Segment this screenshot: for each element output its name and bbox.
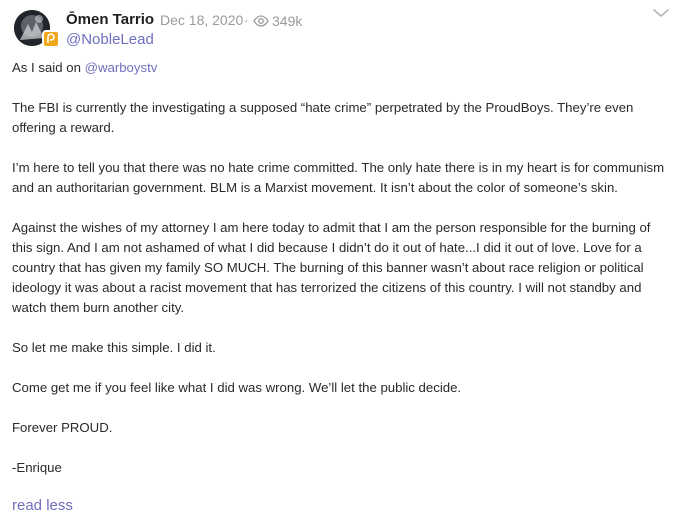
paragraph: Against the wishes of my attorney I am here today to admit that I am the person responsible for the burning of this sign. And I am not ashamed of what I did because I didn’t do it out of hate...I did it out of love. Love for a country that has given my family SO MUCH. The burning of this banner wasn’t about race religion or political ideology it was about a racist movement that has terrorized the citizens of this country. I will not standby and watch them burn another city.	[12, 220, 651, 315]
verified-badge-icon	[42, 30, 60, 48]
paragraph: I’m here to tell you that there was no hate crime committed. The only hate there is in my heart is for communism and an authoritarian government. BLM is a Marxist movement. It isn’t about the color of someone’s skin.	[12, 160, 665, 195]
paragraph: So let me make this simple. I did it.	[12, 340, 216, 355]
author-handle[interactable]: @NobleLead	[66, 31, 154, 48]
author-name[interactable]: Ōmen Tarrio	[66, 11, 155, 28]
paragraph: The FBI is currently the investigating a supposed “hate crime” perpetrated by the ProudBoys. They’re even offering a reward.	[12, 100, 634, 135]
paragraph: Come get me if you feel like what I did was wrong. We’ll let the public decide.	[12, 380, 462, 395]
eye-icon	[253, 14, 269, 32]
intro-text: As I said on	[12, 60, 85, 75]
post-date[interactable]: Dec 18, 2020	[160, 12, 244, 28]
post-header	[0, 0, 682, 58]
intro-line	[12, 58, 672, 78]
post-body	[12, 58, 672, 498]
signature: -Enrique	[12, 460, 62, 475]
chevron-down-icon[interactable]	[652, 6, 670, 24]
mention-link[interactable]: @warboystv	[84, 60, 158, 75]
view-count: 349k	[272, 13, 303, 29]
separator-dot: ·	[244, 12, 249, 28]
paragraph: Forever PROUD.	[12, 420, 113, 435]
read-less-link[interactable]: read less	[12, 497, 73, 512]
